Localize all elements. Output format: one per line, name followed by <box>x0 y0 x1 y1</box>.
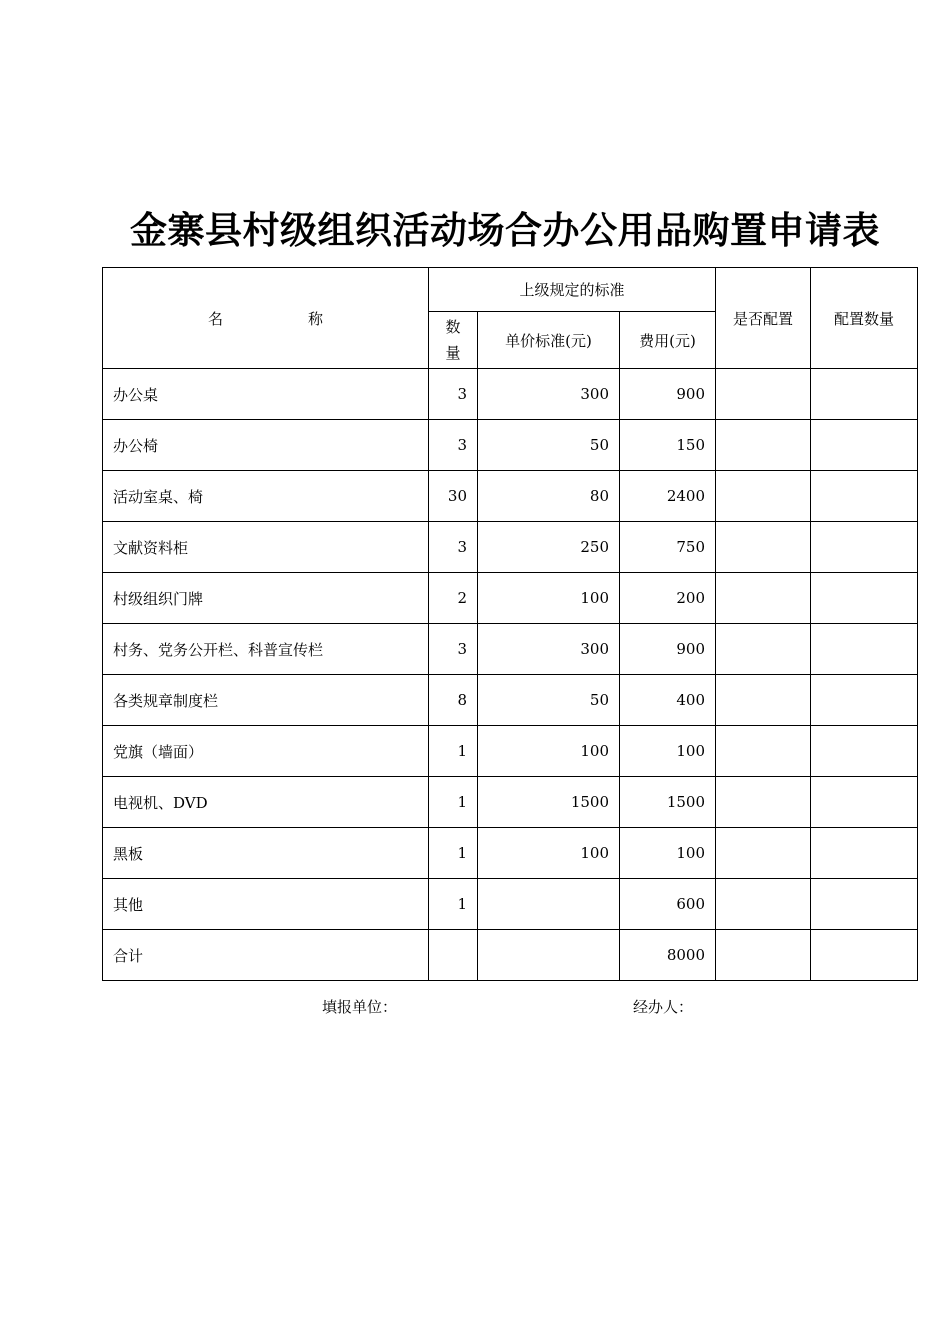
config-qty-cell[interactable] <box>811 675 918 726</box>
config-qty-cell[interactable] <box>811 879 918 930</box>
standard-group-header: 上级规定的标准 <box>429 268 716 312</box>
configured-cell[interactable] <box>716 471 811 522</box>
item-name-cell: 办公桌 <box>103 369 429 420</box>
qty-cell: 3 <box>429 369 478 420</box>
name-column-header <box>103 268 429 369</box>
configured-column-header: 是否配置 <box>716 268 811 369</box>
item-name-cell: 村级组织门牌 <box>103 573 429 624</box>
config-qty-cell[interactable] <box>811 420 918 471</box>
handler-label: 经办人： <box>633 998 694 1016</box>
config-qty-cell[interactable] <box>811 522 918 573</box>
cost-cell: 100 <box>620 726 716 777</box>
config-qty-cell[interactable] <box>811 726 918 777</box>
config-qty-cell[interactable] <box>811 828 918 879</box>
table-row <box>103 675 918 726</box>
configured-cell[interactable] <box>716 573 811 624</box>
config-qty-cell[interactable] <box>811 471 918 522</box>
item-name-cell: 文献资料柜 <box>103 522 429 573</box>
table-row <box>103 522 918 573</box>
configured-cell[interactable] <box>716 777 811 828</box>
header-row-1 <box>103 268 918 312</box>
cost-cell: 2400 <box>620 471 716 522</box>
table-row <box>103 369 918 420</box>
table-row <box>103 726 918 777</box>
unit-price-cell: 1500 <box>478 777 620 828</box>
configured-cell[interactable] <box>716 624 811 675</box>
configured-cell[interactable] <box>716 522 811 573</box>
total-label-cell: 合计 <box>103 930 429 981</box>
configured-cell[interactable] <box>716 369 811 420</box>
qty-cell: 8 <box>429 675 478 726</box>
cost-cell: 900 <box>620 624 716 675</box>
cost-cell: 1500 <box>620 777 716 828</box>
qty-cell: 30 <box>429 471 478 522</box>
qty-cell: 3 <box>429 522 478 573</box>
unit-price-cell: 300 <box>478 624 620 675</box>
unit-price-cell: 300 <box>478 369 620 420</box>
table-row <box>103 624 918 675</box>
table-row <box>103 420 918 471</box>
cost-cell: 200 <box>620 573 716 624</box>
configured-cell[interactable] <box>716 930 811 981</box>
qty-cell: 3 <box>429 624 478 675</box>
config-qty-cell[interactable] <box>811 624 918 675</box>
reporting-unit-label: 填报单位： <box>322 998 398 1016</box>
table-row <box>103 471 918 522</box>
item-name-cell: 其他 <box>103 879 429 930</box>
qty-header-char-2: 量 <box>445 344 461 362</box>
unit-price-column-header: 单价标准(元) <box>478 312 620 369</box>
qty-cell: 1 <box>429 726 478 777</box>
item-name-cell: 黑板 <box>103 828 429 879</box>
cost-cell: 400 <box>620 675 716 726</box>
config-qty-cell[interactable] <box>811 369 918 420</box>
cost-cell: 600 <box>620 879 716 930</box>
qty-column-header <box>429 312 478 369</box>
qty-cell: 1 <box>429 828 478 879</box>
unit-price-cell: 80 <box>478 471 620 522</box>
item-name-cell: 电视机、DVD <box>103 777 429 828</box>
table-row <box>103 777 918 828</box>
name-header-char-1: 名 <box>207 309 223 328</box>
name-header-char-2: 称 <box>308 309 324 328</box>
config-qty-cell[interactable] <box>811 573 918 624</box>
config-qty-cell[interactable] <box>811 930 918 981</box>
configured-cell[interactable] <box>716 420 811 471</box>
qty-cell <box>429 930 478 981</box>
config-qty-column-header: 配置数量 <box>811 268 918 369</box>
qty-cell: 1 <box>429 879 478 930</box>
total-cost-cell: 8000 <box>620 930 716 981</box>
unit-price-cell: 100 <box>478 828 620 879</box>
table-row <box>103 828 918 879</box>
qty-cell: 1 <box>429 777 478 828</box>
configured-cell[interactable] <box>716 675 811 726</box>
unit-price-cell: 100 <box>478 726 620 777</box>
config-qty-cell[interactable] <box>811 777 918 828</box>
item-name-cell: 各类规章制度栏 <box>103 675 429 726</box>
cost-cell: 100 <box>620 828 716 879</box>
item-name-cell: 党旗（墙面） <box>103 726 429 777</box>
configured-cell[interactable] <box>716 879 811 930</box>
document-title: 金寨县村级组织活动场合办公用品购置申请表 <box>130 208 880 252</box>
unit-price-cell: 50 <box>478 675 620 726</box>
unit-price-cell <box>478 930 620 981</box>
qty-cell: 2 <box>429 573 478 624</box>
unit-price-cell <box>478 879 620 930</box>
table-row <box>103 879 918 930</box>
cost-column-header: 费用(元) <box>620 312 716 369</box>
unit-price-cell: 250 <box>478 522 620 573</box>
unit-price-cell: 50 <box>478 420 620 471</box>
application-table <box>102 267 918 981</box>
item-name-cell: 活动室桌、椅 <box>103 471 429 522</box>
cost-cell: 900 <box>620 369 716 420</box>
qty-cell: 3 <box>429 420 478 471</box>
item-name-cell: 村务、党务公开栏、科普宣传栏 <box>103 624 429 675</box>
qty-header-char-1: 数 <box>445 318 461 336</box>
unit-price-cell: 100 <box>478 573 620 624</box>
cost-cell: 750 <box>620 522 716 573</box>
table-row <box>103 573 918 624</box>
cost-cell: 150 <box>620 420 716 471</box>
total-row <box>103 930 918 981</box>
configured-cell[interactable] <box>716 828 811 879</box>
configured-cell[interactable] <box>716 726 811 777</box>
item-name-cell: 办公椅 <box>103 420 429 471</box>
